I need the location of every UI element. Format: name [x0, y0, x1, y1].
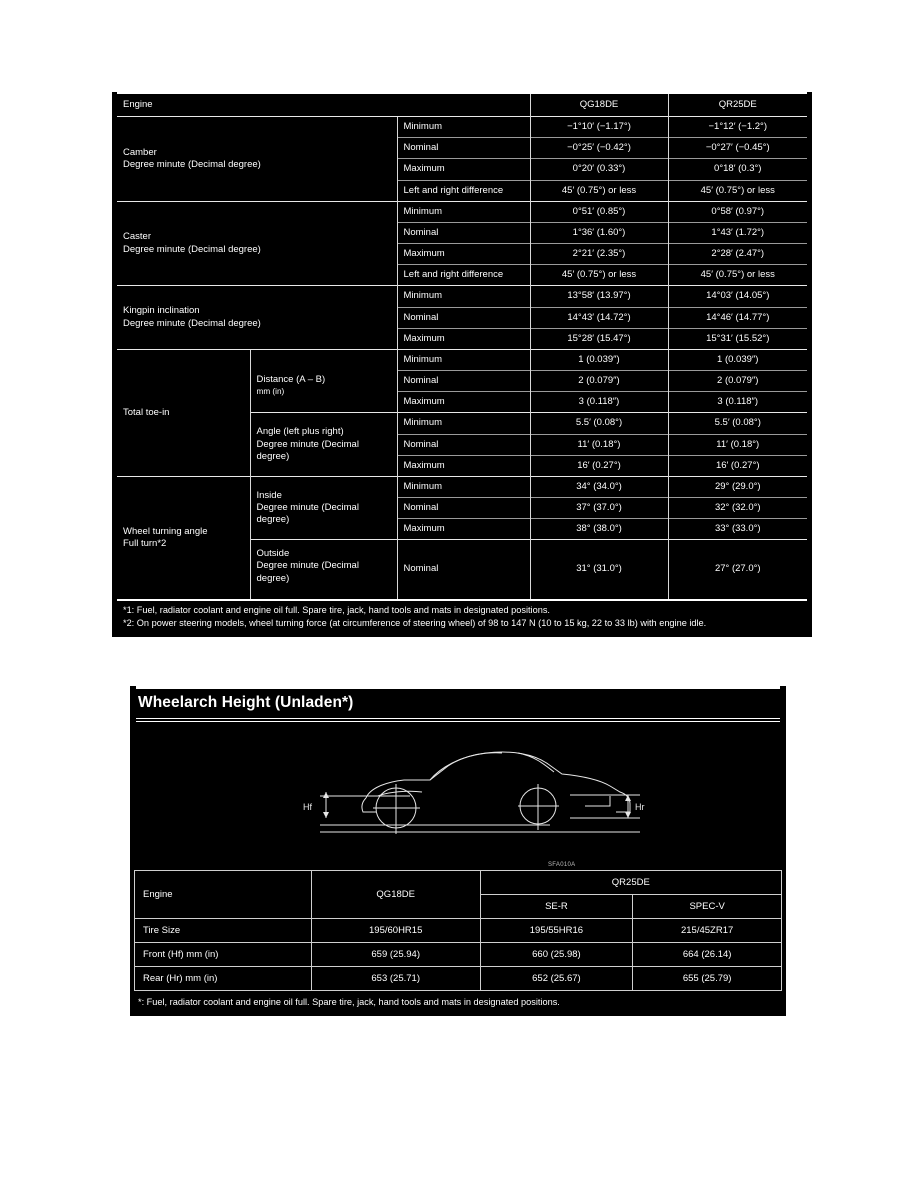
value-qg18de: 34° (34.0°): [530, 476, 668, 497]
spec-label: Minimum: [397, 476, 530, 497]
group-label-line1: Caster: [123, 231, 151, 243]
subgroup-label-line1: Angle (left plus right): [256, 426, 344, 438]
spec-label: Maximum: [397, 159, 530, 180]
table-row: [117, 117, 807, 138]
value-qr25de: 16′ (0.27°): [668, 455, 807, 476]
wheelarch-footnote: *: Fuel, radiator coolant and engine oil full. Spare tire, jack, hand tools and mats in designated positions.: [138, 997, 560, 1007]
subgroup-label-outside: [250, 540, 397, 599]
spec-label: Maximum: [397, 455, 530, 476]
value-qg18de: 15°28′ (15.47°): [530, 328, 668, 349]
group-label-kingpin: [117, 286, 397, 349]
wheelarch-figure: [130, 722, 786, 870]
table-row: [135, 967, 782, 991]
subgroup-label-line2: mm (in): [256, 387, 285, 397]
value-se-r: 652 (25.67): [480, 967, 633, 991]
value-qr25de: 29° (29.0°): [668, 476, 807, 497]
subgroup-label-distance: [250, 349, 397, 412]
table-header-row: [117, 93, 807, 117]
spec-label: Left and right difference: [397, 265, 530, 286]
group-label-line1: Camber: [123, 146, 157, 158]
header-qr25de: QR25DE: [668, 93, 807, 117]
value-qr25de: 3 (0.118″): [668, 392, 807, 413]
group-label-line1: Wheel turning angle: [123, 525, 208, 537]
spec-label: Nominal: [397, 138, 530, 159]
value-qg18de: −0°25′ (−0.42°): [530, 138, 668, 159]
value-se-r: 195/55HR16: [480, 919, 633, 943]
value-qr25de: 14°03′ (14.05°): [668, 286, 807, 307]
subgroup-label-line2: Degree minute (Decimal degree): [256, 560, 359, 584]
figure-label-rear-height: Hr: [635, 802, 645, 812]
value-qg18de: 0°51′ (0.85°): [530, 201, 668, 222]
spec-label: Maximum: [397, 519, 530, 540]
value-qr25de: −0°27′ (−0.45°): [668, 138, 807, 159]
value-qr25de: 32° (32.0°): [668, 497, 807, 518]
value-qr25de: 5.5′ (0.08°): [668, 413, 807, 434]
spec-label: Nominal: [397, 434, 530, 455]
spec-label: Minimum: [397, 413, 530, 434]
value-qr25de: 2 (0.079″): [668, 371, 807, 392]
value-spec-v: 664 (26.14): [633, 943, 782, 967]
value-qg18de: 3 (0.118″): [530, 392, 668, 413]
subgroup-label-inside: [250, 476, 397, 539]
value-qr25de: 2°28′ (2.47°): [668, 244, 807, 265]
subgroup-label-line2: Degree minute (Decimal degree): [256, 438, 359, 462]
value-qr25de: 14°46′ (14.77°): [668, 307, 807, 328]
table-row: [117, 286, 807, 307]
group-label-wheel-turning-angle: [117, 476, 250, 598]
header-se-r: SE-R: [480, 895, 633, 919]
subgroup-label-line1: Distance (A – B): [256, 373, 326, 385]
spec-label: Nominal: [397, 540, 530, 599]
value-qr25de: 15°31′ (15.52°): [668, 328, 807, 349]
table-header-row: [135, 871, 782, 895]
section-title: Wheelarch Height (Unladen*): [138, 694, 354, 711]
figure-label-front-height: Hf: [303, 802, 312, 812]
row-label-front-height: Front (Hf) mm (in): [135, 943, 312, 967]
value-qg18de: 11′ (0.18°): [530, 434, 668, 455]
value-qr25de: 11′ (0.18°): [668, 434, 807, 455]
header-qr25de: QR25DE: [480, 871, 781, 895]
spec-label: Maximum: [397, 392, 530, 413]
spec-label: Minimum: [397, 349, 530, 370]
table-row: [117, 476, 807, 497]
value-qr25de: 45′ (0.75°) or less: [668, 180, 807, 201]
header-qg18de: QG18DE: [530, 93, 668, 117]
value-qg18de: −1°10′ (−1.17°): [530, 117, 668, 138]
value-qg18de: 37° (37.0°): [530, 497, 668, 518]
table-row: [117, 201, 807, 222]
value-qg18de: 16′ (0.27°): [530, 455, 668, 476]
value-qr25de: 1 (0.039″): [668, 349, 807, 370]
group-label-caster: [117, 201, 397, 286]
group-label-line2: Full turn*2: [123, 537, 167, 549]
value-qg18de: 31° (31.0°): [530, 540, 668, 599]
footnote-2: *2: On power steering models, wheel turning force (at circumference of steering wheel) of 98 to 147 N (10 to 15 kg, 22 to 33 lb) with engine idle.: [123, 618, 707, 629]
value-qr25de: 1°43′ (1.72°): [668, 222, 807, 243]
value-qr25de: 33° (33.0°): [668, 519, 807, 540]
value-spec-v: 215/45ZR17: [633, 919, 782, 943]
value-qr25de: 45′ (0.75°) or less: [668, 265, 807, 286]
figure-code: SFA010A: [548, 862, 576, 868]
alignment-footnotes: [117, 601, 807, 638]
wheel-alignment-section: [112, 92, 812, 637]
spec-label: Maximum: [397, 244, 530, 265]
value-qg18de: 653 (25.71): [311, 967, 480, 991]
footnote-1: *1: Fuel, radiator coolant and engine oil full. Spare tire, jack, hand tools and mats in designated positions.: [123, 604, 550, 615]
value-qr25de: −1°12′ (−1.2°): [668, 117, 807, 138]
header-qg18de: QG18DE: [311, 871, 480, 919]
value-qr25de: 27° (27.0°): [668, 540, 807, 599]
group-label-total-toe-in: Total toe-in: [117, 349, 250, 476]
subgroup-label-line1: Inside: [256, 489, 282, 501]
value-qr25de: 0°58′ (0.97°): [668, 201, 807, 222]
wheelarch-height-section: [130, 686, 786, 1016]
table-row: [135, 943, 782, 967]
value-qg18de: 659 (25.94): [311, 943, 480, 967]
spec-label: Maximum: [397, 328, 530, 349]
group-label-line1: Kingpin inclination: [123, 305, 200, 317]
table-row: [117, 349, 807, 370]
wheelarch-height-table: [134, 870, 782, 991]
wheel-alignment-table: [117, 92, 807, 599]
group-label-camber: [117, 117, 397, 202]
value-qg18de: 45′ (0.75°) or less: [530, 180, 668, 201]
spec-label: Minimum: [397, 286, 530, 307]
value-spec-v: 655 (25.79): [633, 967, 782, 991]
header-engine: Engine: [135, 871, 312, 919]
table-row: [135, 919, 782, 943]
spec-label: Left and right difference: [397, 180, 530, 201]
value-qg18de: 0°20′ (0.33°): [530, 159, 668, 180]
value-qg18de: 195/60HR15: [311, 919, 480, 943]
group-label-line2: Degree minute (Decimal degree): [123, 317, 261, 329]
subgroup-label-angle: [250, 413, 397, 476]
header-engine: Engine: [117, 93, 530, 117]
value-qg18de: 1°36′ (1.60°): [530, 222, 668, 243]
value-qg18de: 5.5′ (0.08°): [530, 413, 668, 434]
group-label-line2: Degree minute (Decimal degree): [123, 158, 261, 170]
spec-label: Nominal: [397, 222, 530, 243]
spec-label: Minimum: [397, 117, 530, 138]
spec-label: Nominal: [397, 371, 530, 392]
car-side-profile-diagram: [130, 722, 786, 870]
value-qg18de: 13°58′ (13.97°): [530, 286, 668, 307]
value-se-r: 660 (25.98): [480, 943, 633, 967]
spec-label: Nominal: [397, 497, 530, 518]
value-qr25de: 0°18′ (0.3°): [668, 159, 807, 180]
value-qg18de: 38° (38.0°): [530, 519, 668, 540]
value-qg18de: 2 (0.079″): [530, 371, 668, 392]
spec-label: Nominal: [397, 307, 530, 328]
value-qg18de: 14°43′ (14.72°): [530, 307, 668, 328]
value-qg18de: 45′ (0.75°) or less: [530, 265, 668, 286]
value-qg18de: 2°21′ (2.35°): [530, 244, 668, 265]
subgroup-label-line1: Outside: [256, 548, 290, 560]
row-label-tire-size: Tire Size: [135, 919, 312, 943]
group-label-line2: Degree minute (Decimal degree): [123, 243, 261, 255]
row-label-rear-height: Rear (Hr) mm (in): [135, 967, 312, 991]
header-spec-v: SPEC-V: [633, 895, 782, 919]
subgroup-label-line2: Degree minute (Decimal degree): [256, 501, 359, 526]
spec-label: Minimum: [397, 201, 530, 222]
value-qg18de: 1 (0.039″): [530, 349, 668, 370]
